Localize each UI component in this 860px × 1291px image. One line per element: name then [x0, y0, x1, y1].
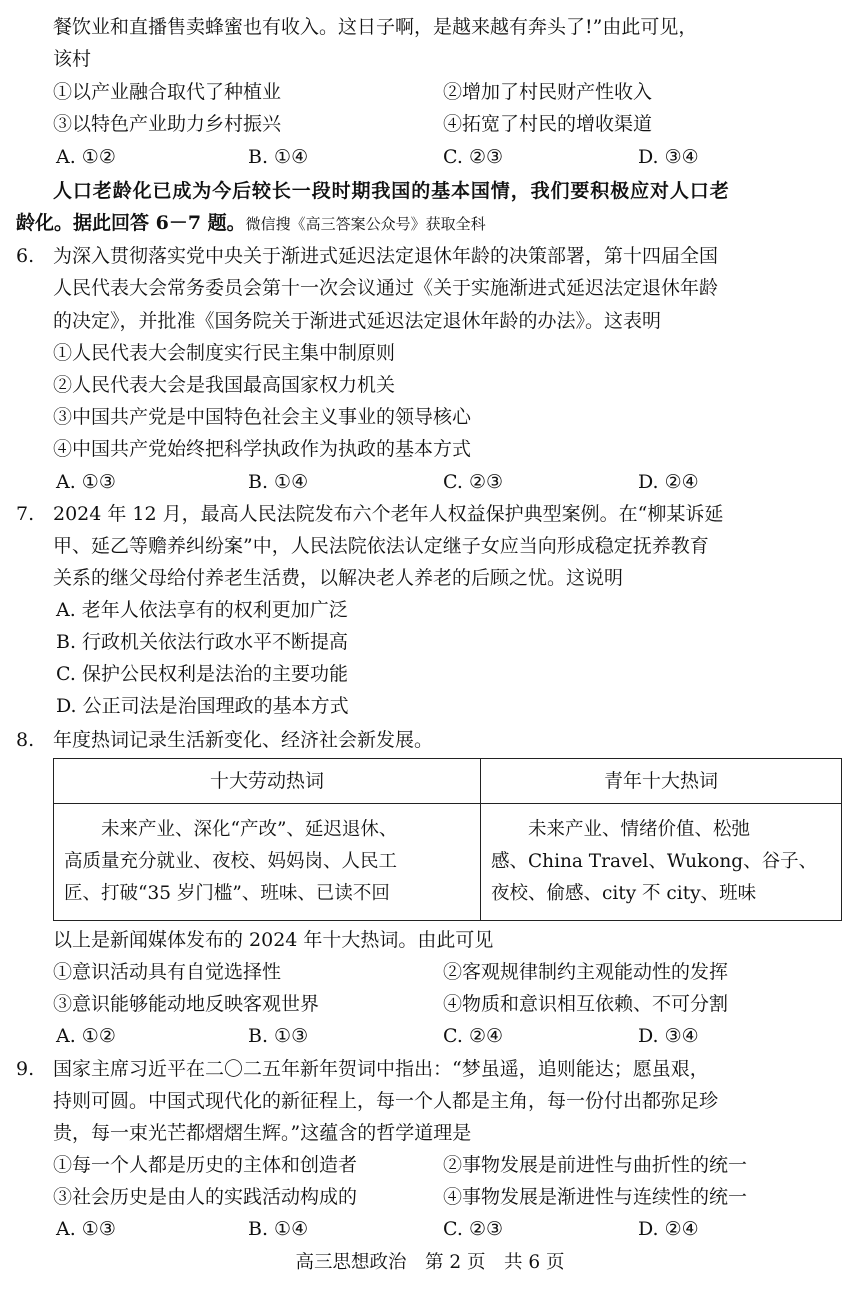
q6-option-2: ②人民代表大会是我国最高国家权力机关 — [53, 374, 396, 396]
q9-stem-line: 持则可圆。中国式现代化的新征程上，每一个人都是主角，每一份付出都弥足珍 — [53, 1090, 719, 1112]
q5-choice-d: D. ③④ — [638, 146, 699, 168]
q8-option-2: ②客观规律制约主观能动性的发挥 — [443, 961, 729, 983]
q9-choice-a: A. ①③ — [56, 1218, 116, 1240]
table-header-row — [54, 759, 842, 804]
q8-option-1: ①意识活动具有自觉选择性 — [53, 961, 282, 983]
q9-stem-line: 贵，每一束光芒都熠熠生辉。”这蕴含的哲学道理是 — [53, 1122, 472, 1144]
q9-option-1: ①每一个人都是历史的主体和创造者 — [53, 1154, 358, 1176]
q9-choice-b: B. ①④ — [248, 1218, 309, 1240]
q7-stem-line: 2024 年 12 月，最高人民法院发布六个老年人权益保护典型案例。在“柳某诉延 — [53, 503, 724, 525]
intro-text: 龄化。据此回答 6－7 题。 — [16, 212, 246, 234]
intro-line — [16, 210, 486, 237]
q6-option-3: ③中国共产党是中国特色社会主义事业的领导核心 — [53, 406, 472, 428]
watermark-note: 微信搜《高三答案公众号》获取全科 — [245, 215, 486, 233]
intro-line: 人口老龄化已成为今后较长一段时期我国的基本国情，我们要积极应对人口老 — [53, 180, 730, 202]
q6-option-4: ④中国共产党始终把科学执政作为执政的基本方式 — [53, 438, 472, 460]
q8-option-3: ③意识能够能动地反映客观世界 — [53, 993, 320, 1015]
q7-choice-d: D. 公正司法是治国理政的基本方式 — [56, 695, 349, 717]
table-row — [54, 804, 842, 921]
q6-stem-line: 的决定》，并批准《国务院关于渐进式延迟法定退休年龄的办法》。这表明 — [53, 310, 662, 332]
q7-stem-line: 甲、延乙等赡养纠纷案”中，人民法院依法认定继子女应当向形成稳定抚养教育 — [53, 535, 709, 557]
q6-stem-line: 人民代表大会常务委员会第十一次会议通过《关于实施渐进式延迟法定退休年龄 — [53, 277, 719, 299]
cell-line: 高质量充分就业、夜校、妈妈岗、人民工 — [64, 851, 398, 872]
q9-option-4: ④事物发展是渐进性与连续性的统一 — [443, 1186, 748, 1208]
q6-number: 6. — [16, 245, 35, 267]
cell-line: 未来产业、深化“产改”、延迟退休、 — [64, 819, 398, 840]
q7-choice-b: B. 行政机关依法行政水平不断提高 — [56, 631, 349, 653]
q6-stem-line: 为深入贯彻落实党中央关于渐进式延迟法定退休年龄的决策部署，第十四届全国 — [53, 245, 719, 267]
page-footer: 高三思想政治 第 2 页 共 6 页 — [295, 1252, 565, 1273]
q5-stem-line: 餐饮业和直播售卖蜂蜜也有收入。这日子啊，是越来越有奔头了!”由此可见， — [53, 16, 698, 38]
q5-option-1: ①以产业融合取代了种植业 — [53, 81, 282, 103]
q5-stem-line: 该村 — [53, 48, 92, 70]
q5-choice-b: B. ①④ — [248, 146, 309, 168]
q7-choice-c: C. 保护公民权利是法治的主要功能 — [56, 663, 348, 685]
q8-number: 8. — [16, 729, 35, 751]
q5-option-2: ②增加了村民财产性收入 — [443, 81, 653, 103]
q8-after-table: 以上是新闻媒体发布的 2024 年十大热词。由此可见 — [53, 929, 494, 951]
q9-choice-d: D. ②④ — [638, 1218, 699, 1240]
q9-option-2: ②事物发展是前进性与曲折性的统一 — [443, 1154, 748, 1176]
q8-choice-c: C. ②④ — [443, 1025, 504, 1047]
q6-choice-a: A. ①③ — [56, 471, 116, 493]
q7-stem-line: 关系的继父母给付养老生活费，以解决老人养老的后顾之忧。这说明 — [53, 567, 624, 589]
q9-choice-c: C. ②③ — [443, 1218, 504, 1240]
cell-line: 未来产业、情绪价值、松弛 — [491, 819, 751, 840]
q8-option-4: ④物质和意识相互依赖、不可分割 — [443, 993, 729, 1015]
q8-choice-d: D. ③④ — [638, 1025, 699, 1047]
q5-option-4: ④拓宽了村民的增收渠道 — [443, 113, 653, 135]
q7-choice-a: A. 老年人依法享有的权利更加广泛 — [56, 599, 348, 621]
cell-line: 感、China Travel、Wukong、谷子、 — [491, 851, 818, 872]
q6-choice-c: C. ②③ — [443, 471, 504, 493]
q9-stem-line: 国家主席习近平在二〇二五年新年贺词中指出：“梦虽遥，追则能达；愿虽艰， — [53, 1058, 709, 1080]
cell-line: 匠、打破“35 岁门槛”、班味、已读不回 — [64, 883, 390, 904]
q6-option-1: ①人民代表大会制度实行民主集中制原则 — [53, 342, 396, 364]
table-header-labor: 十大劳动热词 — [54, 759, 481, 804]
youth-words-cell — [481, 804, 842, 921]
q9-option-3: ③社会历史是由人的实践活动构成的 — [53, 1186, 358, 1208]
labor-words-cell — [54, 804, 481, 921]
q8-stem: 年度热词记录生活新变化、经济社会新发展。 — [53, 729, 434, 751]
table-header-youth: 青年十大热词 — [481, 759, 842, 804]
q5-option-3: ③以特色产业助力乡村振兴 — [53, 113, 282, 135]
q7-number: 7. — [16, 503, 35, 525]
cell-line: 夜校、偷感、city 不 city、班味 — [491, 883, 757, 904]
hot-words-table — [53, 758, 842, 921]
q9-number: 9. — [16, 1058, 35, 1080]
q8-choice-a: A. ①② — [56, 1025, 116, 1047]
q8-choice-b: B. ①③ — [248, 1025, 309, 1047]
q5-choice-a: A. ①② — [56, 146, 116, 168]
q5-choice-c: C. ②③ — [443, 146, 504, 168]
q6-choice-d: D. ②④ — [638, 471, 699, 493]
q6-choice-b: B. ①④ — [248, 471, 309, 493]
